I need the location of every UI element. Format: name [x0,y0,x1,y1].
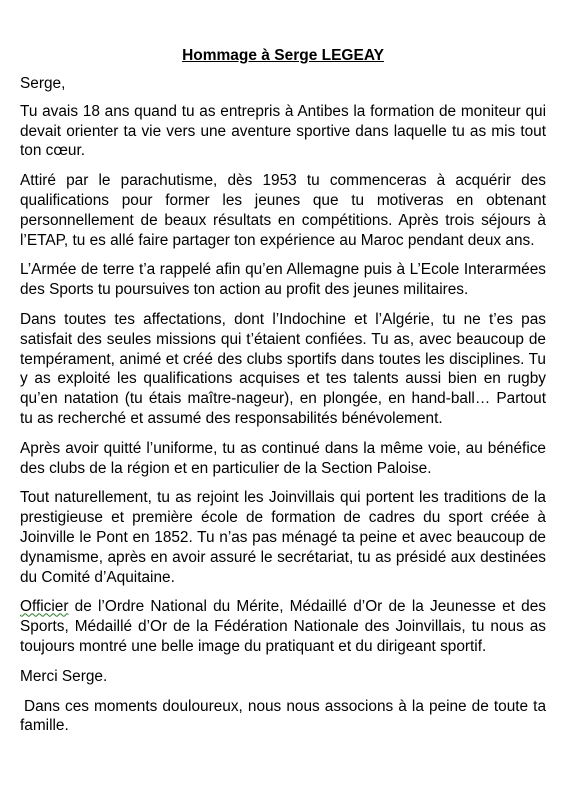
paragraph-affectations: Dans toutes tes affectations, dont l’Indochine et l’Algérie, tu ne t’es pas satisfait des seules missions qui t’étaient confiées. Tu as, avec beaucoup de tempérament, animé et créé des clubs sportifs dans toutes les disciplines. Tu y as exploité les qualifications acquises et tes talents aussi bien en rugby qu’en natation (tu étais maître-nageur), en plongée, en hand-ball… Partout tu as recherché et assumé des responsabilités bénévolement. [20,310,546,427]
paragraph-joinvillais: Tout naturellement, tu as rejoint les Joinvillais qui portent les traditions de la prestigieuse et première école de formation de cadres du sport créée à Joinville le Pont en 1852. Tu n’as pas ménagé ta peine et avec beaucoup de dynamisme, après en avoir assuré le secrétariat, tu as présidé aux destinées du Comité d’Aquitaine. [20,489,546,586]
paragraph-uniforme: Après avoir quitté l’uniforme, tu as continué dans la même voie, au bénéfice des clubs de la région et en particulier de la Section Paloise. [20,439,546,477]
document-page [20,46,546,746]
final-paragraph: Dans ces moments douloureux, nous nous associons à la peine de toute ta famille. [20,697,546,735]
paragraph-formation: Tu avais 18 ans quand tu as entrepris à Antibes la formation de moniteur qui devait orienter ta vie vers une aventure sportive dans laquelle tu as mis tout ton cœur. [20,102,546,160]
salutation: Serge, [20,75,66,92]
paragraph-honors [20,597,546,656]
document-title: Hommage à Serge LEGEAY [182,47,384,64]
paragraph-parachutisme: Attiré par le parachutisme, dès 1953 tu commenceras à acquérir des qualifications pour former les jeunes que tu motiveras en obtenant personnellement de beaux résultats en compétitions. Après trois séjours à l’ETAP, tu es allé faire partager ton expérience au Maroc pendant deux ans. [20,172,546,249]
paragraph-armee: L’Armée de terre t’a rappelé afin qu’en Allemagne puis à L’Ecole Interarmées des Sports tu poursuives ton action au profit des jeunes militaires. [20,261,546,299]
honors-text: de l’Ordre National du Mérite, Médaillé d’Or de la Jeunesse et des Sports, Médaillé d’Or de la Fédération Nationale des Joinvillais, tu nous as toujours montré une belle image du pratiquant et du dirigeant sportif. [20,598,546,655]
closing-line: Merci Serge. [20,667,108,685]
spellcheck-underlined-word: Officier [20,598,69,616]
